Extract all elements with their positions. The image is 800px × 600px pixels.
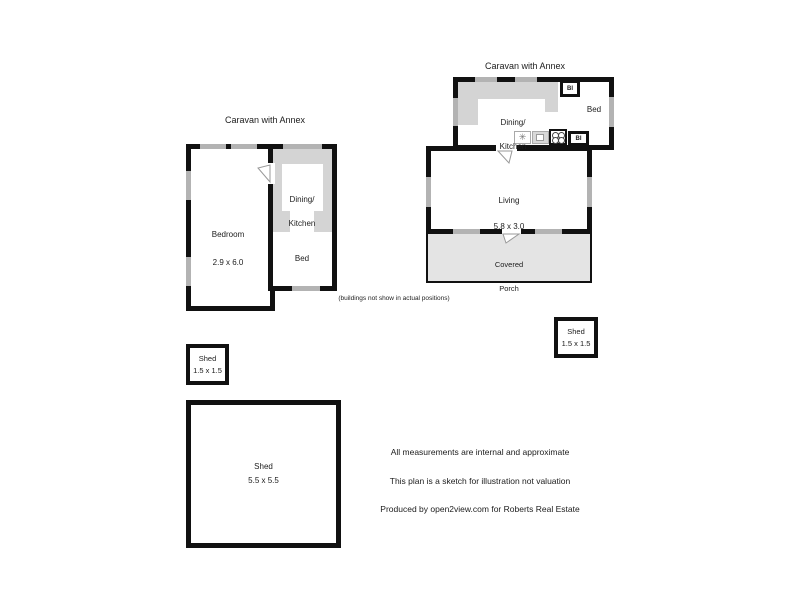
window xyxy=(515,77,537,82)
shed-large xyxy=(186,400,341,548)
shed-small-right-label xyxy=(558,321,594,354)
disclaimer-line2: This plan is a sketch for illustration not valuation xyxy=(389,475,571,486)
dining-kitchen-label-left xyxy=(272,182,332,242)
window xyxy=(200,144,226,149)
door-swing-icon xyxy=(257,163,272,184)
shed-name: Shed xyxy=(254,462,273,471)
shed-dims: 5.5 x 5.5 xyxy=(248,476,279,485)
bi-closet-top xyxy=(560,80,580,97)
window xyxy=(426,177,431,207)
counter-block xyxy=(545,99,558,112)
dining-kitchen-label-right xyxy=(483,105,543,165)
living-name: Living xyxy=(498,196,520,205)
window xyxy=(186,171,191,200)
window xyxy=(231,144,257,149)
shed-dims: 1.5 x 1.5 xyxy=(561,338,591,348)
window xyxy=(283,144,322,149)
bedroom-dims: 2.9 x 6.0 xyxy=(212,258,244,267)
shed-small-left xyxy=(186,344,229,385)
shed-name: Shed xyxy=(567,326,585,336)
window xyxy=(535,229,562,234)
plan-right-title-line1: Caravan with Annex xyxy=(484,61,566,71)
window xyxy=(186,257,191,286)
window xyxy=(587,177,592,207)
dining-line1: Dining/ xyxy=(289,195,315,204)
bi-closet-top-label: BI xyxy=(567,85,573,92)
hotplate-glyph: ✳ xyxy=(518,132,527,142)
window xyxy=(453,98,458,126)
bed-label-right: Bed xyxy=(586,105,602,114)
porch-line1: Covered xyxy=(494,260,524,269)
porch-line2: Porch xyxy=(499,284,519,293)
window xyxy=(475,77,497,82)
plan-left-title-line1: Caravan with Annex xyxy=(224,115,306,125)
dining-line1: Dining/ xyxy=(500,118,526,127)
bed-label-left: Bed xyxy=(294,254,310,263)
dining-line2: Kitchen xyxy=(499,142,527,151)
shed-large-label xyxy=(191,405,336,543)
shed-small-right xyxy=(554,317,598,358)
stove-burner xyxy=(558,137,565,144)
counter-block xyxy=(273,149,332,164)
disclaimer-line3: Produced by open2view.com for Roberts Real Estate xyxy=(380,504,580,515)
window xyxy=(292,286,320,291)
porch-label xyxy=(479,247,539,307)
counter-block xyxy=(458,99,478,125)
shed-dims: 1.5 x 1.5 xyxy=(193,365,222,375)
bedroom-label xyxy=(193,214,263,284)
living-label xyxy=(479,181,539,246)
dining-line2: Kitchen xyxy=(288,219,316,228)
bi-closet-bottom xyxy=(568,131,589,146)
disclaimer-line1: All measurements are internal and approximate xyxy=(390,447,570,458)
stove-icon xyxy=(549,129,567,145)
living-dims: 5.8 x 3.0 xyxy=(493,222,525,231)
window xyxy=(453,229,480,234)
bedroom-name: Bedroom xyxy=(211,230,245,239)
shed-name: Shed xyxy=(198,353,217,363)
disclaimer xyxy=(355,431,605,531)
bi-closet-bottom-label: BI xyxy=(575,135,582,142)
shed-small-left-label xyxy=(190,348,225,381)
counter-block xyxy=(458,82,558,99)
positions-note: (buildings not show in actual positions) xyxy=(338,295,450,302)
